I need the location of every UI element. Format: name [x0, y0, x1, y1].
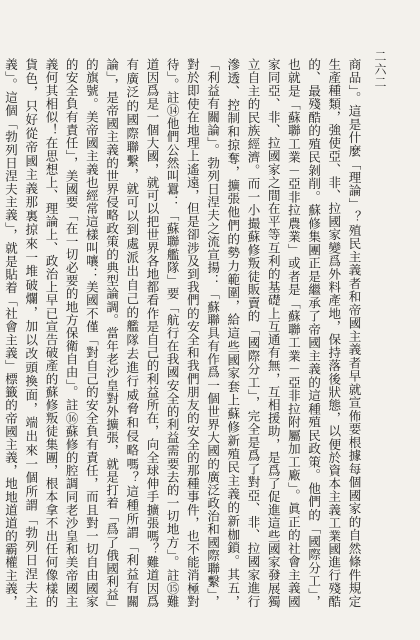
page-number: 二六二	[373, 50, 387, 89]
body-text	[3, 58, 364, 608]
paragraph: 商品」。這是什麼「理論」？殖民主義者和帝國主義者早就宣佈要根據每個國家的自然條件規定生產種類，強使亞、非、拉國家變爲外料產地，保持落後狀態，以便於資本主義工業國進行殘酷的、最殘酷的殖民剝削。蘇修集團正是繼承了帝國主義的這種殖民政策。他們的「國際分工」，也就是「蘇聯工業－亞非拉農業」或者是「蘇聯工業－亞非拉附屬加工廠」。眞正的社會主義國家同亞、非、拉國家之間在平等互利的基礎上互通有無，互相援助，是爲了促進這些國家發展獨立自主的民族經濟。而一小撮蘇修叛徒販賣的「國際分工」，完全是爲了對亞、非、拉國家進行滲透、控制和掠奪，擴張他們的勢力範圍，給這些國家套上蘇修新殖民主義的新枷鎖。其五，「利益有關論」。勃列日涅夫之流宣揚：「蘇聯具有作爲一個世界大國的廣泛政治和國際聯繫」，對於即使在地理上遙遠，但是卻涉及到我們的安全和我們朋友的安全的那種事件，也不能消極對待」。註⑭他們公然叫囂：「蘇聯艦隊」要「航行在我國安全的利益需要去的一切地方」。註⑮難道因爲是一個大國，就可以把世界各地都看作是自己的利益所在，向全球伸手擴張嗎？難道因爲有廣泛的國際聯繫，就可以到處派出自己的艦隊去進行威脅和侵略嗎？這種所謂「利益有關論」，是帝國主義的世界侵略政策的典型論調。當年老沙皇對外擴張，就是打着「爲了俄國利益」的旗號。美帝國主義也經常這樣叫嚷：美國不僅「對自己的安全負有責任，而且對一切自由國家的安全負有責任」，美國要「在一切必要的地方保衛自由」。註⑯蘇修的腔調同老沙皇和美帝國主義何其相似！在思想上、理論上、政治上早已宣告破產的蘇修叛徒集團，根本拿不出任何像樣的貨色，只好從帝國主義那裏掠來一堆破爛，加以改頭換面，端出來一個所謂「勃列日涅夫主義」。這個「勃列日涅夫主義」，就是貼着「社會主義」標籤的帝國主義，地地道道的霸權主義，	[3, 58, 362, 608]
